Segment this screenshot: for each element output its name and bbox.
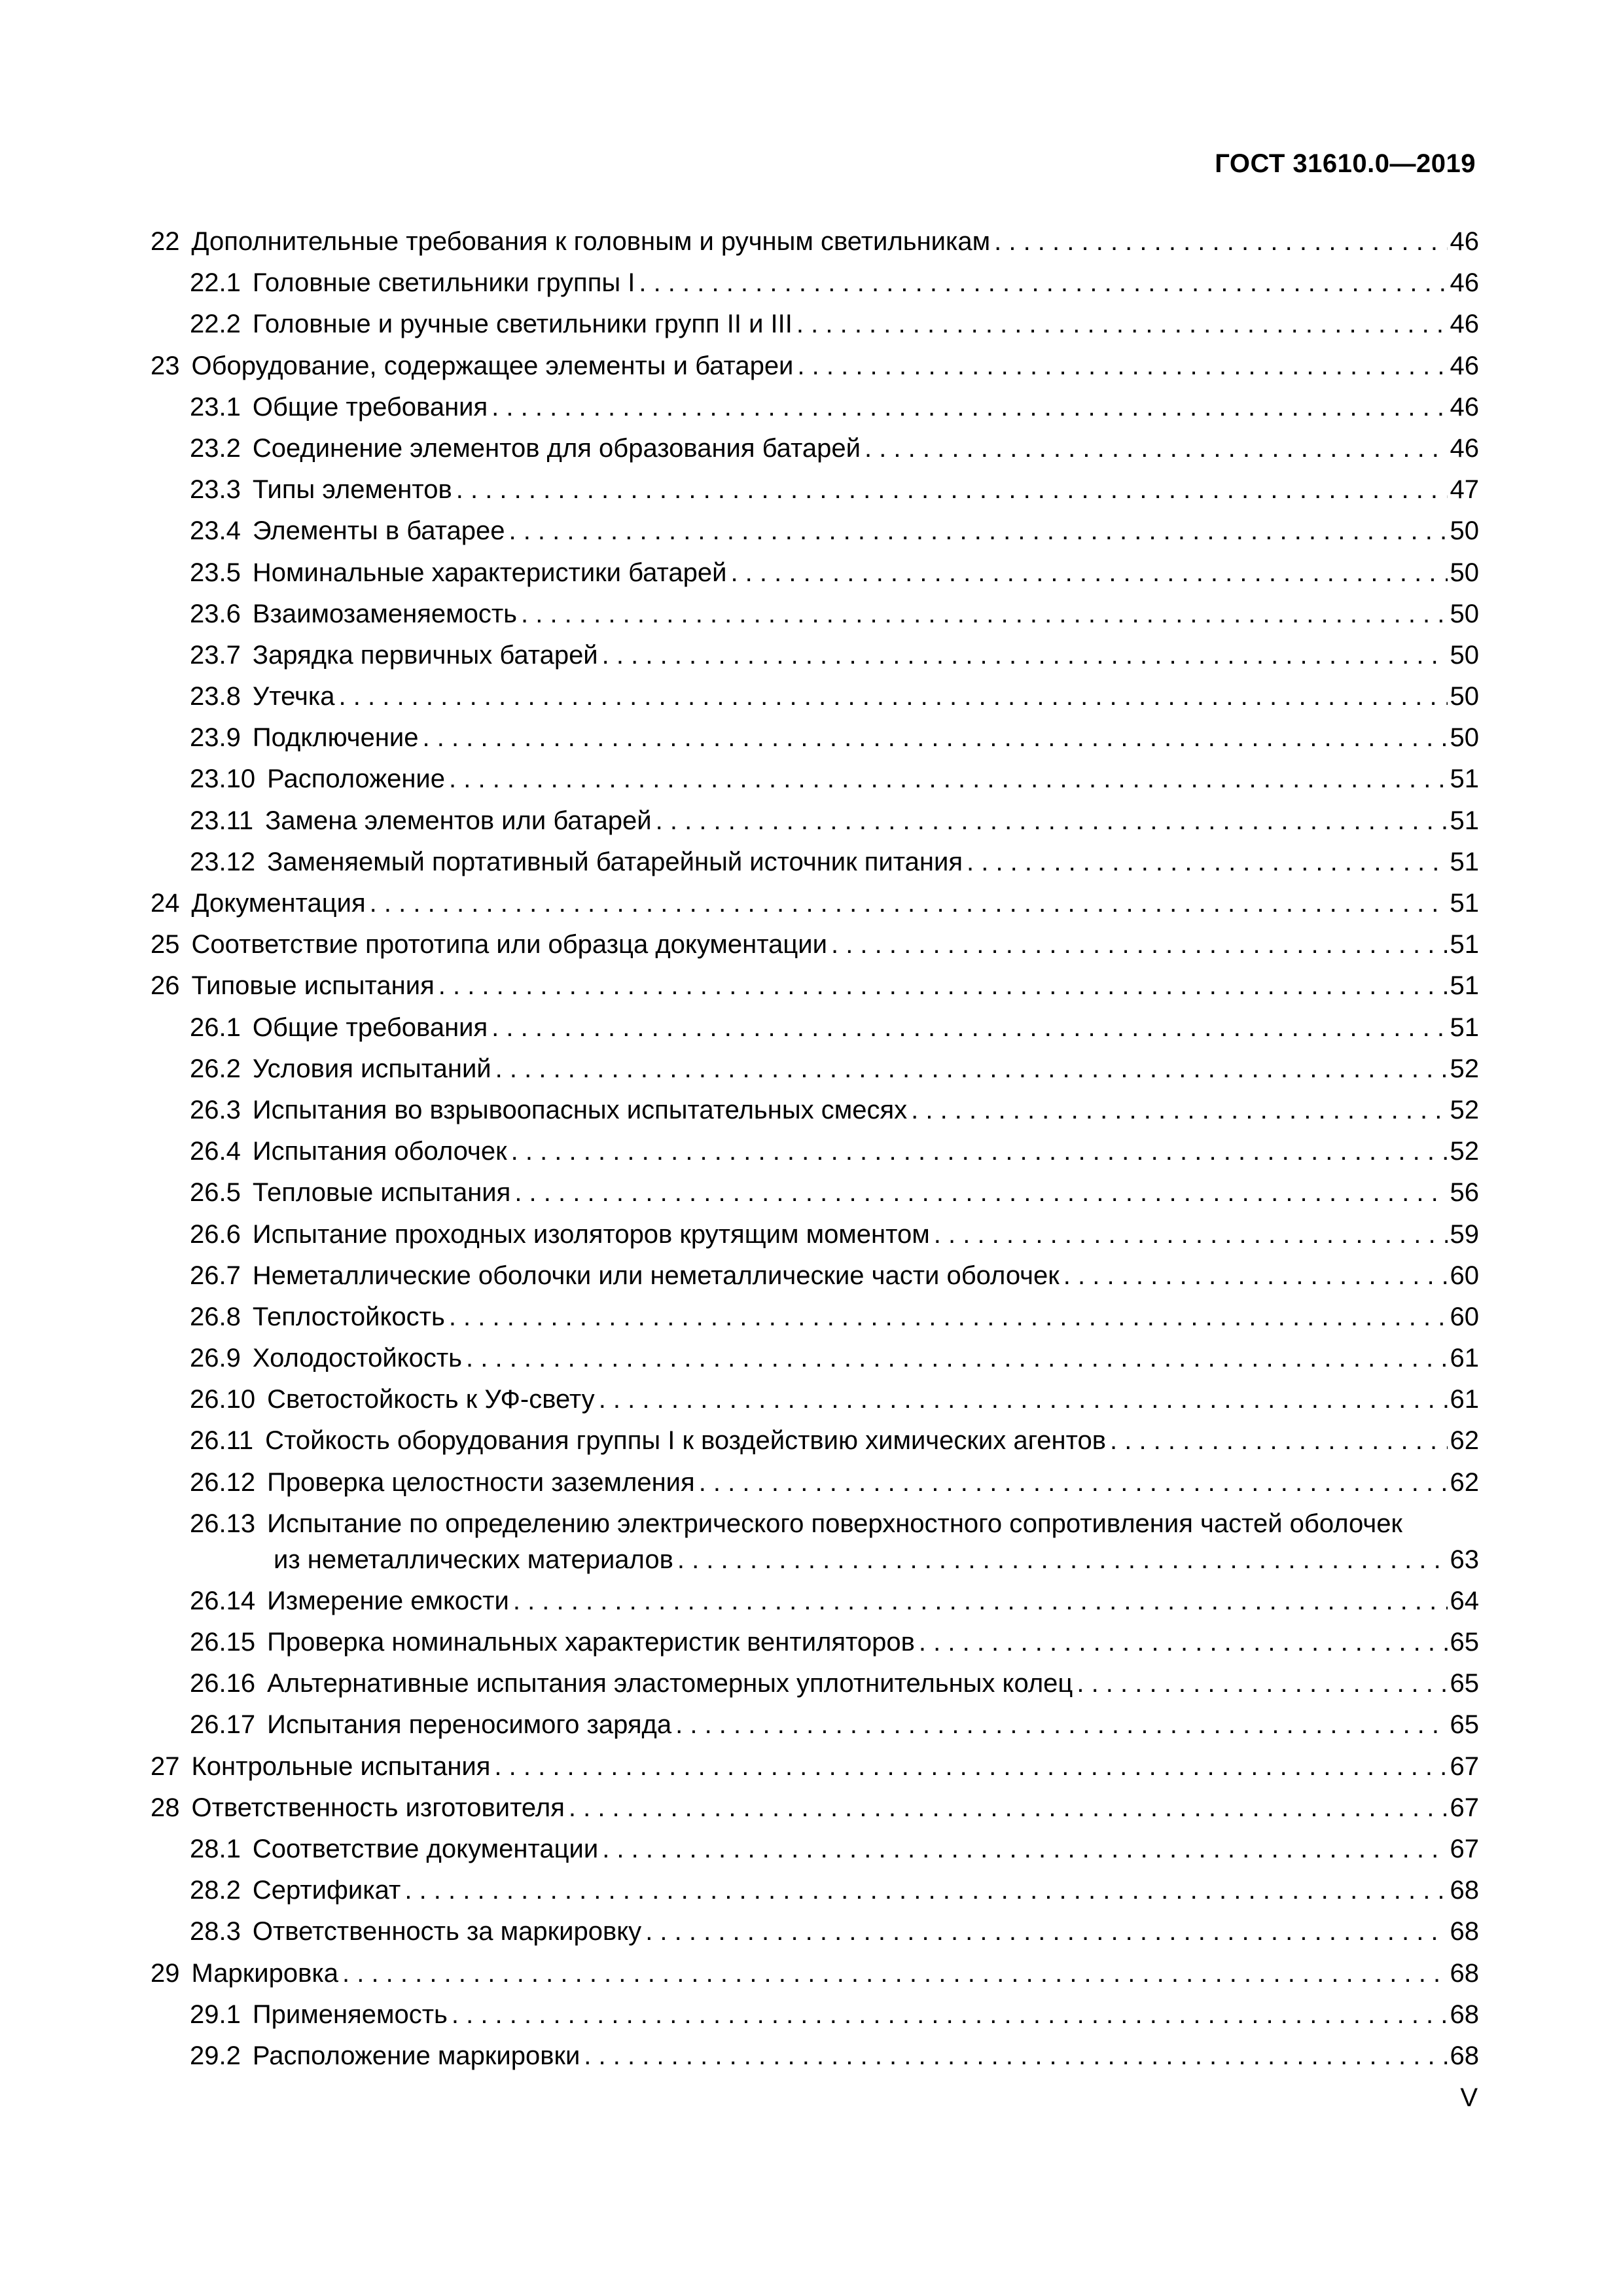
- toc-entry-number: 24: [151, 889, 180, 918]
- dot-leader: [514, 1172, 1447, 1213]
- toc-entry-number: 26.16: [190, 1669, 256, 1698]
- toc-entry: [151, 883, 1479, 924]
- toc-entry-title: Головные и ручные светильники групп II и III: [252, 310, 793, 339]
- toc-entry-title: Головные светильники группы I: [252, 268, 635, 298]
- toc-entry-title: Зарядка первичных батарей: [252, 640, 598, 670]
- dot-leader: [994, 221, 1447, 262]
- toc-entry-number: 23.6: [190, 599, 241, 628]
- toc-entry-title: Стойкость оборудования группы I к воздействию химических агентов: [265, 1426, 1106, 1456]
- toc-entry-number: 26.3: [190, 1095, 241, 1124]
- toc-entry: [151, 1297, 1479, 1338]
- toc-entry-title: Соответствие документации: [252, 1834, 599, 1863]
- toc-entry-title: Соединение элементов для образования батарей: [252, 433, 861, 463]
- toc-entry-number: 26.4: [190, 1137, 241, 1166]
- dot-leader: [452, 1994, 1448, 2036]
- dot-leader: [699, 1462, 1448, 1503]
- dot-leader: [677, 1542, 1448, 1578]
- toc-entry-number: 26.6: [190, 1219, 241, 1249]
- toc-entry: [151, 1787, 1479, 1829]
- toc-entry: [151, 1255, 1479, 1297]
- dot-leader: [645, 1911, 1447, 1952]
- toc-entry-page: 68: [1450, 1958, 1479, 1988]
- toc-entry-page: 47: [1450, 475, 1479, 505]
- toc-entry-page: 51: [1450, 764, 1479, 794]
- dot-leader: [491, 1007, 1447, 1049]
- toc-entry-page: 59: [1450, 1219, 1479, 1249]
- toc-entry: [151, 1829, 1479, 1870]
- toc-entry: [151, 676, 1479, 717]
- toc-entry: [151, 1379, 1479, 1420]
- toc-entry: [151, 1994, 1479, 2036]
- toc-entry-page: 52: [1450, 1137, 1479, 1166]
- toc-entry-number: 26.12: [190, 1467, 256, 1497]
- dot-leader: [423, 717, 1448, 759]
- dot-leader: [584, 2036, 1447, 2077]
- dot-leader: [456, 469, 1448, 511]
- dot-leader: [865, 428, 1448, 469]
- toc-entry-page: 51: [1450, 889, 1479, 918]
- document-id-header: ГОСТ 31610.0—2019: [1215, 149, 1476, 178]
- toc-entry: [151, 304, 1479, 345]
- toc-entry-page: 52: [1450, 1054, 1479, 1083]
- toc-entry-title: Заменяемый портативный батарейный источник питания: [267, 847, 963, 876]
- toc-entry-number: 23.2: [190, 433, 241, 463]
- toc-entry-title: Расположение: [267, 764, 446, 794]
- toc-entry-number: 26.5: [190, 1178, 241, 1208]
- dot-leader: [602, 635, 1448, 676]
- dot-leader: [967, 842, 1448, 883]
- dot-leader: [342, 1953, 1448, 1994]
- toc-entry: [151, 924, 1479, 965]
- toc-entry-title: Неметаллические оболочки или неметаллические части оболочек: [252, 1261, 1060, 1290]
- toc-entry-page: 50: [1450, 516, 1479, 546]
- toc-entry: [151, 1049, 1479, 1090]
- toc-entry-title: Документация: [191, 889, 366, 918]
- toc-entry-number: 29: [151, 1958, 180, 1988]
- dot-leader: [1077, 1663, 1447, 1704]
- dot-leader: [438, 965, 1448, 1007]
- toc-entry-page: 46: [1450, 392, 1479, 422]
- dot-leader: [831, 924, 1448, 965]
- toc-entry-title: Испытание проходных изоляторов крутящим моментом: [252, 1219, 930, 1249]
- toc-entry-number: 28.3: [190, 1917, 241, 1946]
- toc-entry-page: 50: [1450, 640, 1479, 670]
- toc-entry-number: 26.15: [190, 1628, 256, 1657]
- dot-leader: [602, 1829, 1447, 1870]
- toc-entry-number: 26.17: [190, 1710, 256, 1740]
- dot-leader: [521, 594, 1448, 635]
- toc-entry: [151, 262, 1479, 304]
- dot-leader: [934, 1214, 1448, 1255]
- dot-leader: [1110, 1420, 1448, 1462]
- toc-entry-page: 51: [1450, 806, 1479, 835]
- page-number: V: [1460, 2083, 1478, 2112]
- toc-entry-number: 23.4: [190, 516, 241, 546]
- toc-entry-title: Соответствие прототипа или образца документации: [191, 930, 827, 960]
- toc-entry: [151, 1131, 1479, 1172]
- toc-entry: [151, 1090, 1479, 1131]
- toc-entry: [151, 552, 1479, 594]
- toc-entry-page: 62: [1450, 1426, 1479, 1456]
- toc-entry-page: 63: [1450, 1545, 1479, 1574]
- toc-entry: [151, 1622, 1479, 1663]
- toc-entry-page: 61: [1450, 1385, 1479, 1414]
- toc-entry-page: 65: [1450, 1710, 1479, 1740]
- toc-entry: [151, 759, 1479, 800]
- toc-entry-title: Проверка номинальных характеристик вентиляторов: [267, 1628, 915, 1657]
- toc-entry-number: 22.2: [190, 310, 241, 339]
- toc-entry-page: 62: [1450, 1467, 1479, 1497]
- toc-entry-page: 67: [1450, 1793, 1479, 1822]
- toc-entry-title: Утечка: [252, 682, 335, 711]
- dot-leader: [569, 1787, 1448, 1829]
- toc-entry-title: Тепловые испытания: [252, 1178, 511, 1208]
- toc-entry-page: 68: [1450, 2000, 1479, 2029]
- toc-entry-number: 26.2: [190, 1054, 241, 1083]
- toc-entry: [151, 428, 1479, 469]
- toc-entry: [151, 965, 1479, 1007]
- table-of-contents: [151, 221, 1479, 2077]
- toc-entry-title: Применяемость: [252, 2000, 448, 2029]
- toc-entry: [151, 1007, 1479, 1049]
- toc-entry-number: 23.5: [190, 558, 241, 587]
- toc-entry-title: Испытания во взрывоопасных испытательных смесях: [252, 1095, 908, 1124]
- dot-leader: [1063, 1255, 1448, 1297]
- toc-entry-title: Замена элементов или батарей: [265, 806, 652, 835]
- toc-entry-page: 65: [1450, 1628, 1479, 1657]
- toc-entry-number: 26.7: [190, 1261, 241, 1290]
- toc-entry-number: 23.9: [190, 723, 241, 753]
- dot-leader: [449, 759, 1447, 800]
- dot-leader: [370, 883, 1448, 924]
- toc-entry-number: 23.7: [190, 640, 241, 670]
- toc-entry: [151, 800, 1479, 842]
- toc-entry: [151, 1462, 1479, 1503]
- toc-entry-number: 26.14: [190, 1586, 256, 1615]
- toc-entry-number: 23.12: [190, 847, 256, 876]
- toc-entry-title: Светостойкость к УФ-свету: [267, 1385, 595, 1414]
- toc-entry-title: Сертификат: [252, 1876, 401, 1905]
- toc-entry-title: Общие требования: [252, 1013, 488, 1042]
- toc-entry-title: Дополнительные требования к головным и ручным светильникам: [191, 227, 991, 256]
- toc-entry-page: 56: [1450, 1178, 1479, 1208]
- toc-entry: [151, 1911, 1479, 1952]
- toc-entry: [151, 469, 1479, 511]
- toc-entry-page: 51: [1450, 971, 1479, 1001]
- toc-entry-title: Условия испытаний: [252, 1054, 491, 1083]
- dot-leader: [511, 1131, 1448, 1172]
- dot-leader: [675, 1704, 1447, 1746]
- toc-entry-page: 46: [1450, 310, 1479, 339]
- toc-entry-title: Ответственность изготовителя: [191, 1793, 565, 1822]
- toc-entry-title: Проверка целостности заземления: [267, 1467, 695, 1497]
- toc-entry: [151, 1503, 1479, 1581]
- toc-entry-number: 28: [151, 1793, 180, 1822]
- toc-entry: [151, 1953, 1479, 1994]
- toc-entry: [151, 1581, 1479, 1622]
- dot-leader: [495, 1049, 1448, 1090]
- toc-entry: [151, 2036, 1479, 2077]
- toc-entry: [151, 635, 1479, 676]
- toc-entry-title: Оборудование, содержащее элементы и батареи: [191, 351, 794, 380]
- toc-entry-page: 67: [1450, 1751, 1479, 1781]
- toc-entry-title: Подключение: [252, 723, 419, 753]
- dot-leader: [404, 1870, 1447, 1911]
- toc-entry-number: 23.10: [190, 764, 256, 794]
- toc-entry-number: 26: [151, 971, 180, 1001]
- toc-entry-page: 51: [1450, 847, 1479, 876]
- toc-entry-page: 60: [1450, 1302, 1479, 1331]
- toc-entry: [151, 842, 1479, 883]
- toc-entry-page: 46: [1450, 351, 1479, 380]
- toc-entry-page: 61: [1450, 1344, 1479, 1373]
- toc-entry: [151, 594, 1479, 635]
- toc-entry-number: 26.11: [190, 1426, 254, 1456]
- toc-entry-page: 50: [1450, 599, 1479, 628]
- toc-entry-page: 46: [1450, 268, 1479, 298]
- toc-entry-title: Испытания переносимого заряда: [267, 1710, 672, 1740]
- toc-entry-number: 28.1: [190, 1834, 241, 1863]
- toc-entry-number: 26.8: [190, 1302, 241, 1331]
- toc-entry: [151, 1704, 1479, 1746]
- toc-entry-title: Элементы в батарее: [252, 516, 505, 546]
- toc-entry-title: Взаимозаменяемость: [252, 599, 517, 628]
- dot-leader: [494, 1746, 1447, 1787]
- toc-entry-page: 50: [1450, 723, 1479, 753]
- toc-entry-page: 65: [1450, 1669, 1479, 1698]
- dot-leader: [599, 1379, 1448, 1420]
- toc-entry-number: 26.9: [190, 1344, 241, 1373]
- toc-entry-number: 25: [151, 930, 180, 960]
- toc-entry-page: 60: [1450, 1261, 1479, 1290]
- toc-entry-number: 26.13: [190, 1509, 256, 1538]
- dot-leader: [449, 1297, 1448, 1338]
- toc-entry-page: 52: [1450, 1095, 1479, 1124]
- toc-entry-number: 26.1: [190, 1013, 241, 1042]
- toc-entry-number: 27: [151, 1751, 180, 1781]
- toc-entry-page: 46: [1450, 433, 1479, 463]
- toc-entry-page: 68: [1450, 2041, 1479, 2070]
- toc-entry-number: 23: [151, 351, 180, 380]
- toc-entry-title: Холодостойкость: [252, 1344, 463, 1373]
- toc-entry-page: 46: [1450, 227, 1479, 256]
- dot-leader: [911, 1090, 1447, 1131]
- dot-leader: [919, 1622, 1448, 1663]
- toc-entry-number: 28.2: [190, 1876, 241, 1905]
- toc-entry-title: Расположение маркировки: [252, 2041, 580, 2070]
- toc-entry: [151, 1172, 1479, 1213]
- toc-entry-number: 22.1: [190, 268, 241, 298]
- toc-entry-title: Испытания оболочек: [252, 1137, 507, 1166]
- toc-entry-page: 51: [1450, 1013, 1479, 1042]
- toc-entry: [151, 1338, 1479, 1379]
- toc-entry-number: 29.2: [190, 2041, 241, 2070]
- toc-entry-title: Альтернативные испытания эластомерных уплотнительных колец: [267, 1669, 1073, 1698]
- dot-leader: [466, 1338, 1447, 1379]
- toc-entry-number: 23.8: [190, 682, 241, 711]
- toc-entry: [151, 1663, 1479, 1704]
- toc-entry: [151, 1420, 1479, 1462]
- toc-entry-number: 26.10: [190, 1385, 256, 1414]
- toc-entry: [151, 717, 1479, 759]
- toc-entry-title: Измерение емкости: [267, 1586, 509, 1615]
- toc-entry-title: Ответственность за маркировку: [252, 1917, 642, 1946]
- dot-leader: [797, 346, 1447, 387]
- toc-entry-page: 68: [1450, 1876, 1479, 1905]
- toc-entry-number: 22: [151, 227, 180, 256]
- toc-entry-title: Маркировка: [191, 1958, 338, 1988]
- toc-entry-title: Общие требования: [252, 392, 488, 422]
- toc-entry-title: Типовые испытания: [191, 971, 435, 1001]
- dot-leader: [639, 262, 1447, 304]
- dot-leader: [508, 511, 1447, 552]
- toc-entry: [151, 221, 1479, 262]
- dot-leader: [656, 800, 1448, 842]
- toc-entry-title: Типы элементов: [252, 475, 452, 505]
- dot-leader: [339, 676, 1448, 717]
- toc-entry: [151, 387, 1479, 428]
- toc-entry-page: 50: [1450, 558, 1479, 587]
- toc-entry-number: 29.1: [190, 2000, 241, 2029]
- toc-entry: [151, 511, 1479, 552]
- toc-entry-page: 51: [1450, 930, 1479, 960]
- dot-leader: [513, 1581, 1448, 1622]
- dot-leader: [730, 552, 1447, 594]
- toc-entry: [151, 1746, 1479, 1787]
- toc-entry-title: Испытание по определению электрического поверхностного сопротивления частей оболочек: [267, 1509, 1402, 1538]
- toc-entry-page: 68: [1450, 1917, 1479, 1946]
- toc-entry-title: Контрольные испытания: [191, 1751, 491, 1781]
- toc-entry-number: 23.11: [190, 806, 254, 835]
- toc-entry-number: 23.1: [190, 392, 241, 422]
- toc-entry: [151, 346, 1479, 387]
- toc-entry-title: Номинальные характеристики батарей: [252, 558, 727, 587]
- toc-entry-title: Теплостойкость: [252, 1302, 445, 1331]
- dot-leader: [491, 387, 1447, 428]
- toc-entry: [151, 1214, 1479, 1255]
- dot-leader: [796, 304, 1448, 345]
- toc-entry-page: 67: [1450, 1834, 1479, 1863]
- toc-entry-number: 23.3: [190, 475, 241, 505]
- toc-entry-title-continued: из неметаллических материалов: [274, 1545, 673, 1574]
- toc-entry-page: 64: [1450, 1586, 1479, 1615]
- toc-entry: [151, 1870, 1479, 1911]
- toc-entry-page: 50: [1450, 682, 1479, 711]
